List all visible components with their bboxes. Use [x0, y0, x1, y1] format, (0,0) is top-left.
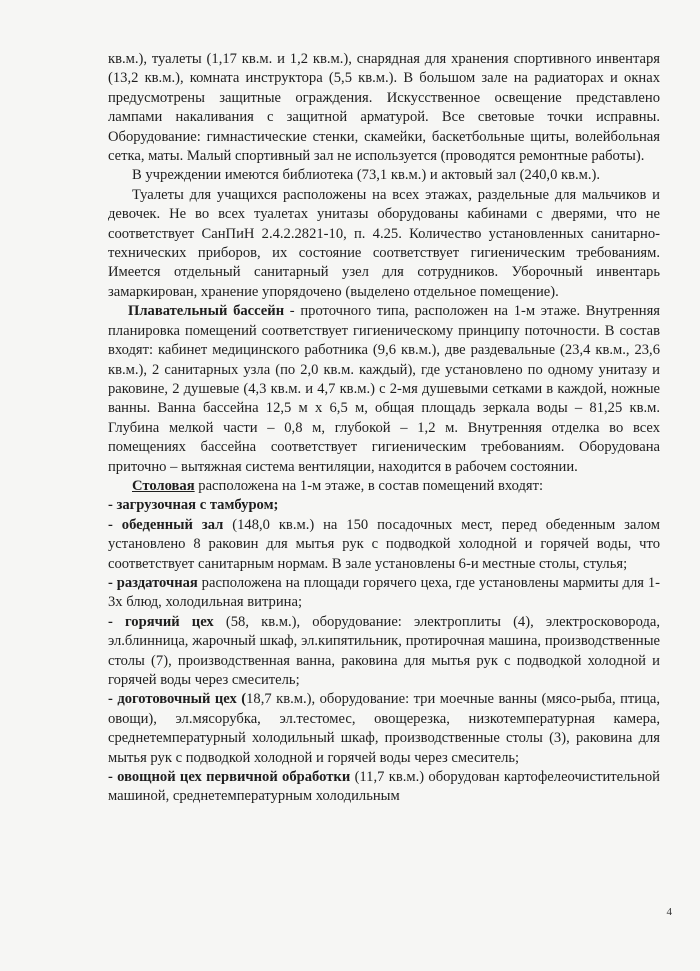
loading-heading: - загрузочная с тамбуром; — [108, 497, 279, 514]
serving-text: расположена на площади горячего цеха, где установлены мармиты для 1-3х блюд, холодильная витрина; — [108, 574, 660, 611]
page-number: 4 — [666, 906, 672, 918]
finishing-shop-heading: - доготовочный цех ( — [108, 691, 247, 708]
item-hot-shop — [108, 613, 660, 691]
item-vegetable-shop — [108, 768, 660, 807]
item-hall — [108, 516, 660, 574]
dining-text: расположена на 1-м этаже, в состав помещений входят: — [194, 477, 544, 494]
hall-heading: - обеденный зал — [108, 516, 224, 533]
document-body — [108, 50, 660, 807]
item-finishing-shop — [108, 690, 660, 768]
hot-shop-heading: - горячий цех — [108, 613, 214, 630]
pool-heading: Плавательный бассейн — [128, 303, 285, 320]
serving-heading: - раздаточная — [108, 574, 198, 591]
hall-text: (148,0 кв.м.) на 150 посадочных мест, перед обеденным залом установлено 8 раковин для мытья рук с подводкой холодной и горячей воды, что соответствует санитарным нормам. В зале установлены 6-и местные столы, стулья; — [108, 516, 660, 572]
item-serving — [108, 574, 660, 613]
paragraph-toilets: Туалеты для учащихся расположены на всех этажах, раздельные для мальчиков и девочек. Не во всех туалетах унитазы оборудованы кабинами с дверями, что не соответствует СанПиН 2.4.2.2821-10, п. 4.25. Количество установленных санитарно-технических приборов, их состояние соответствует гигиеническим требованиям. Имеется отдельный санитарный узел для сотрудников. Уборочный инвентарь замаркирован, хранение упорядочено (выделено отдельное помещение). — [108, 186, 660, 300]
paragraph-pool — [108, 302, 660, 477]
vegetable-shop-heading: - овощной цех первичной обработки — [108, 769, 351, 786]
pool-text: - проточного типа, расположен на 1-м этаже. Внутренняя планировка помещений соответствует гигиеническому принципу поточности. В состав входят: кабинет медицинского работника (9,6 кв.м.), две раздевальные (23,4 кв.м., 23,6 кв.м.), 2 санитарных узла (по 2,0 кв.м. каждый), где установлено по одному унитазу и раковине, 2 душевые (4,3 кв.м. и 4,7 кв.м.) с 2-мя душевыми сетками в каждой, ножные ванны. Ванна бассейна 12,5 м х 6,5 м, общая площадь зеркала воды – 81,25 кв.м. Глубина мелкой части – 0,8 м, глубокой – 1,2 м. Внутренняя отделка во всех помещениях бассейна соответствует гигиеническим требованиям. Оборудована приточно – вытяжная система вентиляции, находится в рабочем состоянии. — [108, 303, 660, 475]
paragraph-gym: кв.м.), туалеты (1,17 кв.м. и 1,2 кв.м.), снарядная для хранения спортивного инвентаря (13,2 кв.м.), комната инструктора (5,5 кв.м.). В большом зале на радиаторах и окнах предусмотрены защитные ограждения. Искусственное освещение представлено лампами накаливания с защитной арматурой. Все световые точки исправны. Оборудование: гимнастические стенки, скамейки, баскетбольные щиты, волейбольная сетка, маты. Малый спортивный зал не используется (проводятся ремонтные работы). — [108, 51, 660, 165]
paragraph-dining — [108, 477, 660, 496]
vegetable-shop-text: (11,7 кв.м.) оборудован картофелеочистительной машиной, среднетемпературным холодильным — [108, 769, 660, 805]
hot-shop-text: (58, кв.м.), оборудование: электроплиты (4), электросковорода, эл.блинница, жарочный шкаф, эл.кипятильник, протирочная машина, производственные столы (7), производственная ванна, раковина для мытья рук с подводкой холодной и горячей воды через смеситель; — [108, 613, 661, 688]
paragraph-library: В учреждении имеются библиотека (73,1 кв.м.) и актовый зал (240,0 кв.м.). — [132, 167, 601, 184]
dining-heading: Столовая — [132, 477, 195, 494]
finishing-shop-text: 18,7 кв.м.), оборудование: три моечные ванны (мясо-рыба, птица, овощи), эл.мясорубка, эл.тестомес, овощерезка, низкотемпературная камера, среднетемпературный холодильный шкаф, производственные столы (3), раковина для мытья рук с подводкой холодной и горячей воды через смеситель; — [108, 691, 661, 766]
item-loading — [108, 496, 660, 515]
